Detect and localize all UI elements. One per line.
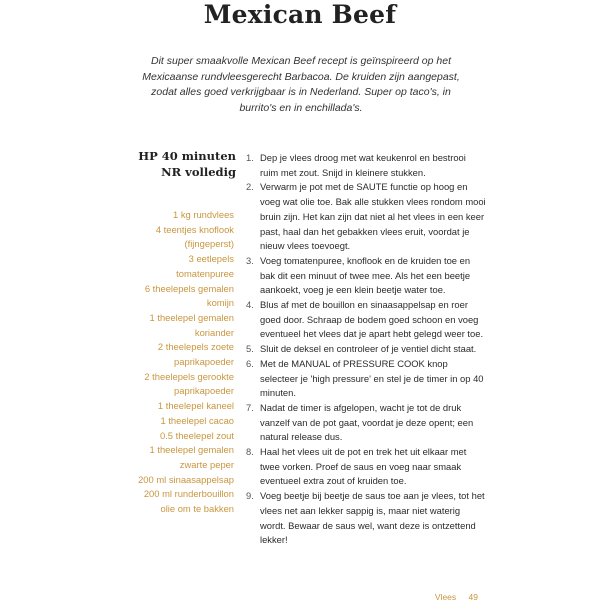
page-number: 49 <box>468 592 478 600</box>
method-step <box>246 151 486 180</box>
ingredient-line: 1 kg rundvlees <box>173 209 234 220</box>
section-label: Vlees <box>434 592 457 600</box>
ingredient-line: 200 ml sinaasappelsap <box>138 473 234 485</box>
method-step <box>246 445 486 489</box>
step-text: Voeg tomatenpuree, knoflook en de kruiden toe en bak dit een minuut of twee mee. Als het een beetje aankoekt, voeg je een klein beetje water toe. <box>260 254 471 296</box>
step-number: 5. <box>246 343 254 355</box>
ingredient-line: paprikapoeder <box>174 385 234 397</box>
ingredient-line: 6 theelepels gemalen <box>144 282 234 294</box>
step-text: Haal het vlees uit de pot en trek het uit elkaar met twee vorken. Proef de saus en voeg naar smaak eventueel extra zout of kruiden toe. <box>260 446 467 487</box>
step-number: 8. <box>246 446 254 458</box>
ingredient-line: zwarte peper <box>179 458 234 470</box>
method-step <box>246 489 486 548</box>
recipe-title: Mexican Beef <box>203 0 397 29</box>
ingredient-line: 2 theelepels gerookte <box>144 370 234 382</box>
timing-nr: NR volledig <box>161 165 236 179</box>
ingredient-line: (fijngeperst) <box>184 238 234 250</box>
method-step <box>246 298 486 342</box>
step-text: Sluit de deksel en controleer of je ventiel dicht staat. <box>260 343 477 355</box>
recipe-intro: Dit super smaakvolle Mexican Beef recept is geïnspireerd op het Mexicaanse rundvleesgerecht Barbacoa. De kruiden zijn aangepast, zodat alles goed verkrijgbaar is in Nederland. Super op taco's, in burrito's en in enchillada's. <box>142 55 460 114</box>
ingredient-line: 4 teentjes knoflook <box>155 223 234 235</box>
ingredient-list <box>118 208 234 517</box>
method-step <box>246 401 486 445</box>
ingredient-line: olie om te bakken <box>160 503 234 515</box>
ingredient-line: tomatenpuree <box>176 267 234 279</box>
step-number: 7. <box>246 401 254 413</box>
step-text: Blus af met de bouillon en sinaasappelsap en roer goed door. Schraap de bodem goed schoon en voeg eventueel het vlees dat je apart hebt gelegd weer toe. <box>260 299 484 340</box>
timing-heading <box>118 148 236 180</box>
page-footer <box>435 592 478 600</box>
method-step <box>246 357 486 401</box>
step-text: Dep je vlees droog met wat keukenrol en bestrooi ruim met zout. Snijd in kleinere stukken. <box>260 152 466 178</box>
step-number: 1. <box>246 152 254 163</box>
timing-block <box>118 148 236 180</box>
ingredient-line: 0.5 theelepel zout <box>159 429 234 441</box>
ingredient-line: paprikapoeder <box>174 356 234 368</box>
ingredient-line: 1 theelepel gemalen <box>149 444 234 456</box>
step-number: 9. <box>246 490 254 502</box>
method-steps <box>246 151 486 548</box>
ingredient-line: 3 eetlepels <box>188 253 234 265</box>
ingredient-line: 200 ml runderbouillon <box>143 488 234 500</box>
ingredient-line: 2 theelepels zoete <box>157 341 234 353</box>
step-text: Voeg beetje bij beetje de saus toe aan je vlees, tot het vlees net aan lekker sappig is, maar niet waterig wordt. Bewaar de saus wel, want deze is ontzettend lekker! <box>260 490 485 546</box>
step-number: 3. <box>246 254 254 266</box>
step-number: 6. <box>246 357 254 369</box>
step-text: Verwarm je pot met de SAUTE functie op hoog en voeg wat olie toe. Bak alle stukken vlees rondom mooi bruin zijn. Het kan zijn dat niet al het vlees in een keer past, haal dan het gebakken vlees eruit, voordat je nieuw vlees toevoegt. <box>260 181 486 252</box>
method-step <box>246 180 486 254</box>
ingredient-line: komijn <box>206 297 234 309</box>
step-number: 2. <box>246 181 254 193</box>
ingredient-line: 1 theelepel gemalen <box>149 311 234 323</box>
timing-hp: HP 40 minuten <box>138 149 236 163</box>
ingredient-line: 1 theelepel cacao <box>160 414 234 426</box>
method-step <box>246 342 486 357</box>
ingredient-line: koriander <box>194 326 234 338</box>
step-number: 4. <box>246 299 254 311</box>
step-text: Met de MANUAL of PRESSURE COOK knop selecteer je 'high pressure' en stel je de timer in op 40 minuten. <box>260 357 484 399</box>
method-step <box>246 254 486 298</box>
ingredient-line: 1 theelepel kaneel <box>157 400 234 412</box>
step-text: Nadat de timer is afgelopen, wacht je tot de druk vanzelf van de pot gaat, voordat je deze opent; een natural release dus. <box>260 401 474 443</box>
